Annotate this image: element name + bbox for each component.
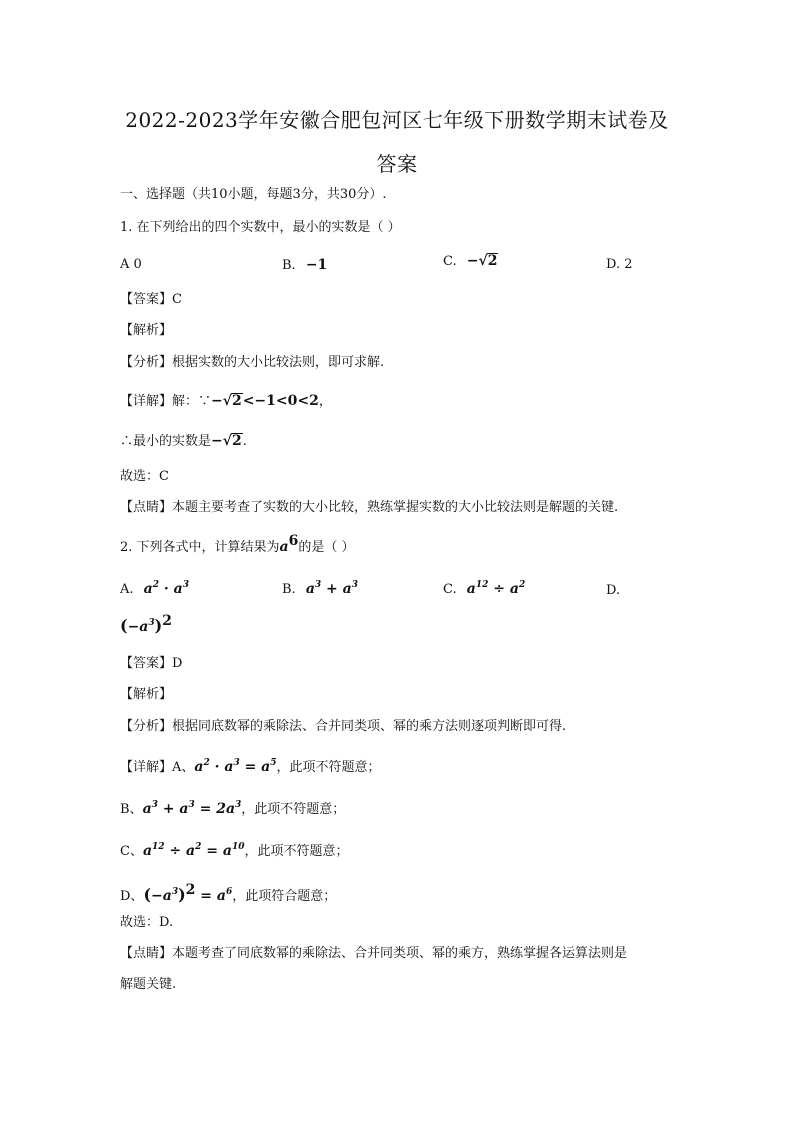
- q1-stem: 1. 在下列给出的四个实数中，最小的实数是（ ）: [120, 220, 401, 235]
- q1-detail: [120, 392, 332, 411]
- page-title-line2: 答案: [376, 152, 418, 176]
- q1-option-c-radicand: 2: [487, 253, 498, 269]
- q2-analysis: 【分析】根据同底数幂的乘除法、合并同类项、幂的乘方法则逐项判断即可得.: [120, 719, 567, 734]
- q2-detail-d: D、$(-a^3)^2 = a^6$，此项符合题意；: [120, 882, 337, 904]
- q1-analysis: 【分析】根据实数的大小比较法则，即可求解.: [120, 355, 385, 370]
- q1-detail-radicand: 2: [231, 393, 242, 409]
- q1-option-b-value: −1: [305, 257, 328, 273]
- q2-detail-a: 【详解】A、$a^2 \cdot a^3 = a^5$，此项不符题意；: [120, 758, 381, 775]
- q2-detail-b: B、$a^3 + a^3 = 2a^3$，此项不符题意；: [120, 800, 346, 817]
- q2-option-a: [120, 580, 189, 599]
- q2-stem: [120, 533, 355, 557]
- q2-option-d-expr: $(-a^3)^2$: [120, 613, 172, 635]
- q2-detail-c: C、$a^{12} \div a^2 = a^{10}$，此项不符题意；: [120, 842, 349, 859]
- q2-answer: 【答案】D: [120, 656, 183, 671]
- q2-stem-base: a: [279, 539, 289, 555]
- q1-conclusion-prefix: ∴最小的实数是: [120, 434, 212, 449]
- q1-detail-inequality: <−1<0<2: [242, 393, 319, 409]
- q2-choice: 故选：D.: [120, 915, 174, 930]
- q2-detail-b-prefix: B、: [120, 802, 143, 817]
- q1-option-d: D. 2: [606, 257, 633, 272]
- q2-option-b: [282, 580, 358, 599]
- q2-stem-suffix: 的是（ ）: [298, 540, 355, 555]
- q1-analysis-heading: 【解析】: [120, 323, 173, 338]
- q2-option-c: [443, 580, 525, 599]
- q1-option-b: [282, 256, 327, 275]
- sqrt-icon: √: [478, 253, 488, 269]
- q2-analysis-heading: 【解析】: [120, 687, 173, 702]
- q2-detail-a-suffix: ，此项不符题意；: [276, 760, 381, 775]
- q2-option-a-expr: $a^2 \cdot a^3$: [143, 580, 189, 597]
- q1-option-b-label: B.: [282, 258, 296, 273]
- q1-choice: 故选：C: [120, 469, 169, 484]
- sqrt-icon: √: [222, 433, 232, 449]
- q2-option-c-label: C.: [443, 582, 457, 597]
- q2-comment-line2: 解题关键.: [120, 977, 177, 992]
- q1-detail-neg: −: [211, 393, 223, 409]
- q1-conclusion: [120, 432, 247, 451]
- q1-conclusion-end: .: [242, 434, 247, 449]
- q2-option-d-label: D.: [606, 583, 621, 598]
- q1-answer: 【答案】C: [120, 292, 182, 307]
- q2-option-a-label: A.: [120, 582, 134, 597]
- q2-detail-c-suffix: ，此项不符题意；: [244, 844, 349, 859]
- page-title-line1: 2022-2023学年安徽合肥包河区七年级下册数学期末试卷及: [125, 108, 669, 132]
- q1-conclusion-radicand: 2: [231, 433, 242, 449]
- q2-detail-d-suffix: ，此项符合题意；: [232, 889, 337, 904]
- q2-option-b-expr: $a^3 + a^3$: [305, 580, 358, 597]
- q1-option-c-label: C.: [443, 254, 457, 269]
- section-heading: 一、选择题（共10小题，每题3分，共30分）.: [120, 187, 387, 202]
- q1-detail-prefix: 【详解】解：∵: [120, 394, 212, 409]
- q2-detail-b-suffix: ，此项不符题意；: [241, 802, 346, 817]
- q1-option-a: A 0: [120, 257, 142, 272]
- q2-detail-a-prefix: 【详解】A、: [120, 760, 195, 775]
- q2-stem-prefix: 2. 下列各式中，计算结果为: [120, 540, 280, 555]
- q2-detail-d-prefix: D、: [120, 889, 144, 904]
- q1-comment: 【点睛】本题主要考查了实数的大小比较，熟练掌握实数的大小比较法则是解题的关键.: [120, 500, 619, 515]
- q1-option-c-neg: −: [466, 253, 479, 269]
- sqrt-icon: √: [222, 393, 232, 409]
- q2-option-c-expr: $a^{12} \div a^2$: [466, 580, 526, 597]
- q1-detail-end: ，: [318, 394, 332, 409]
- q2-stem-exponent: 6: [288, 533, 299, 549]
- q1-option-c: [443, 252, 498, 271]
- q1-conclusion-neg: −: [211, 433, 223, 449]
- q2-option-b-label: B.: [282, 582, 296, 597]
- q2-comment-line1: 【点睛】本题考查了同底数幂的乘除法、合并同类项、幂的乘方，熟练掌握各运算法则是: [120, 946, 628, 961]
- q2-detail-c-prefix: C、: [120, 844, 143, 859]
